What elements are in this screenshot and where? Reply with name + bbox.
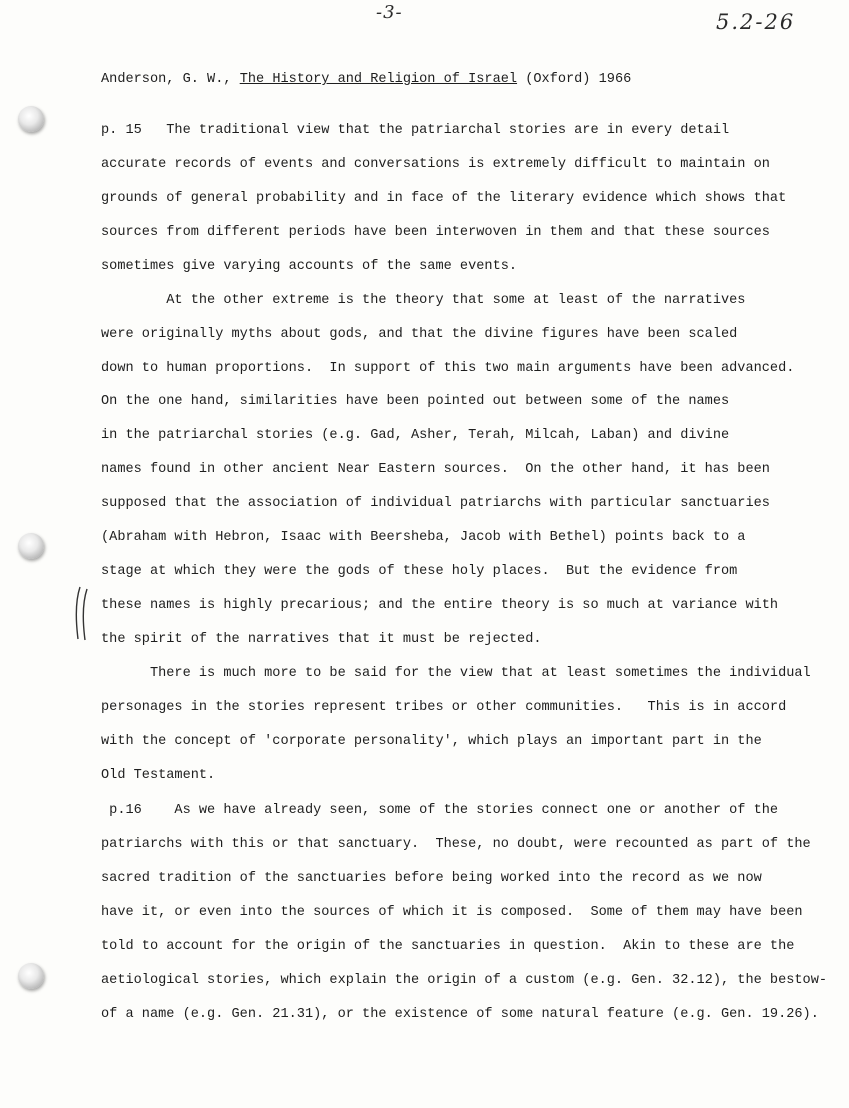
- text-line: grounds of general probability and in face of the literary evidence which shows that: [101, 191, 787, 206]
- text-line: told to account for the origin of the sanctuaries in question. Akin to these are the: [101, 939, 795, 954]
- binder-hole: [18, 533, 44, 559]
- text-line: On the one hand, similarities have been pointed out between some of the names: [101, 394, 730, 409]
- text-line: aetiological stories, which explain the origin of a custom (e.g. Gen. 32.12), the bestow-: [101, 973, 828, 988]
- text-line: sometimes give varying accounts of the same events.: [101, 259, 518, 274]
- text-line: with the concept of 'corporate personality', which plays an important part in the: [101, 734, 762, 749]
- text-line: down to human proportions. In support of this two main arguments have been advanced.: [101, 361, 795, 376]
- text-line: the spirit of the narratives that it must be rejected.: [101, 632, 542, 647]
- bibliographic-reference: [101, 71, 631, 89]
- binder-hole: [18, 106, 44, 132]
- text-line: personages in the stories represent tribes or other communities. This is in accord: [101, 700, 787, 715]
- binder-hole: [18, 963, 44, 989]
- text-line: p. 15 The traditional view that the patriarchal stories are in every detail: [101, 123, 730, 138]
- text-line: accurate records of events and conversations is extremely difficult to maintain on: [101, 157, 770, 172]
- reference-title: The History and Religion of Israel: [239, 72, 518, 87]
- text-line: Old Testament.: [101, 768, 216, 783]
- reference-author: Anderson, G. W.,: [101, 72, 240, 87]
- text-line: stage at which they were the gods of these holy places. But the evidence from: [101, 564, 738, 579]
- text-line: sources from different periods have been interwoven in them and that these sources: [101, 225, 770, 240]
- file-code-annotation: 5.2-26: [716, 10, 796, 34]
- text-line: At the other extreme is the theory that some at least of the narratives: [101, 293, 746, 308]
- text-line: of a name (e.g. Gen. 21.31), or the existence of some natural feature (e.g. Gen. 19.26).: [101, 1007, 819, 1022]
- margin-double-line-mark: [72, 585, 94, 641]
- text-line: were originally myths about gods, and that the divine figures have been scaled: [101, 327, 738, 342]
- text-line: have it, or even into the sources of which it is composed. Some of them may have been: [101, 905, 803, 920]
- text-line: p.16 As we have already seen, some of the stories connect one or another of the: [101, 803, 779, 818]
- text-line: these names is highly precarious; and the entire theory is so much at variance with: [101, 598, 779, 613]
- reference-publisher-year: (Oxford) 1966: [517, 72, 632, 87]
- text-line: patriarchs with this or that sanctuary. These, no doubt, were recounted as part of the: [101, 837, 811, 852]
- text-line: in the patriarchal stories (e.g. Gad, Asher, Terah, Milcah, Laban) and divine: [101, 428, 730, 443]
- text-line: names found in other ancient Near Eastern sources. On the other hand, it has been: [101, 462, 770, 477]
- page-number: -3-: [376, 2, 403, 23]
- text-line: There is much more to be said for the view that at least sometimes the individual: [101, 666, 811, 681]
- text-line: (Abraham with Hebron, Isaac with Beersheba, Jacob with Bethel) points back to a: [101, 530, 746, 545]
- text-line: sacred tradition of the sanctuaries before being worked into the record as we now: [101, 871, 762, 886]
- text-line: supposed that the association of individual patriarchs with particular sanctuaries: [101, 496, 770, 511]
